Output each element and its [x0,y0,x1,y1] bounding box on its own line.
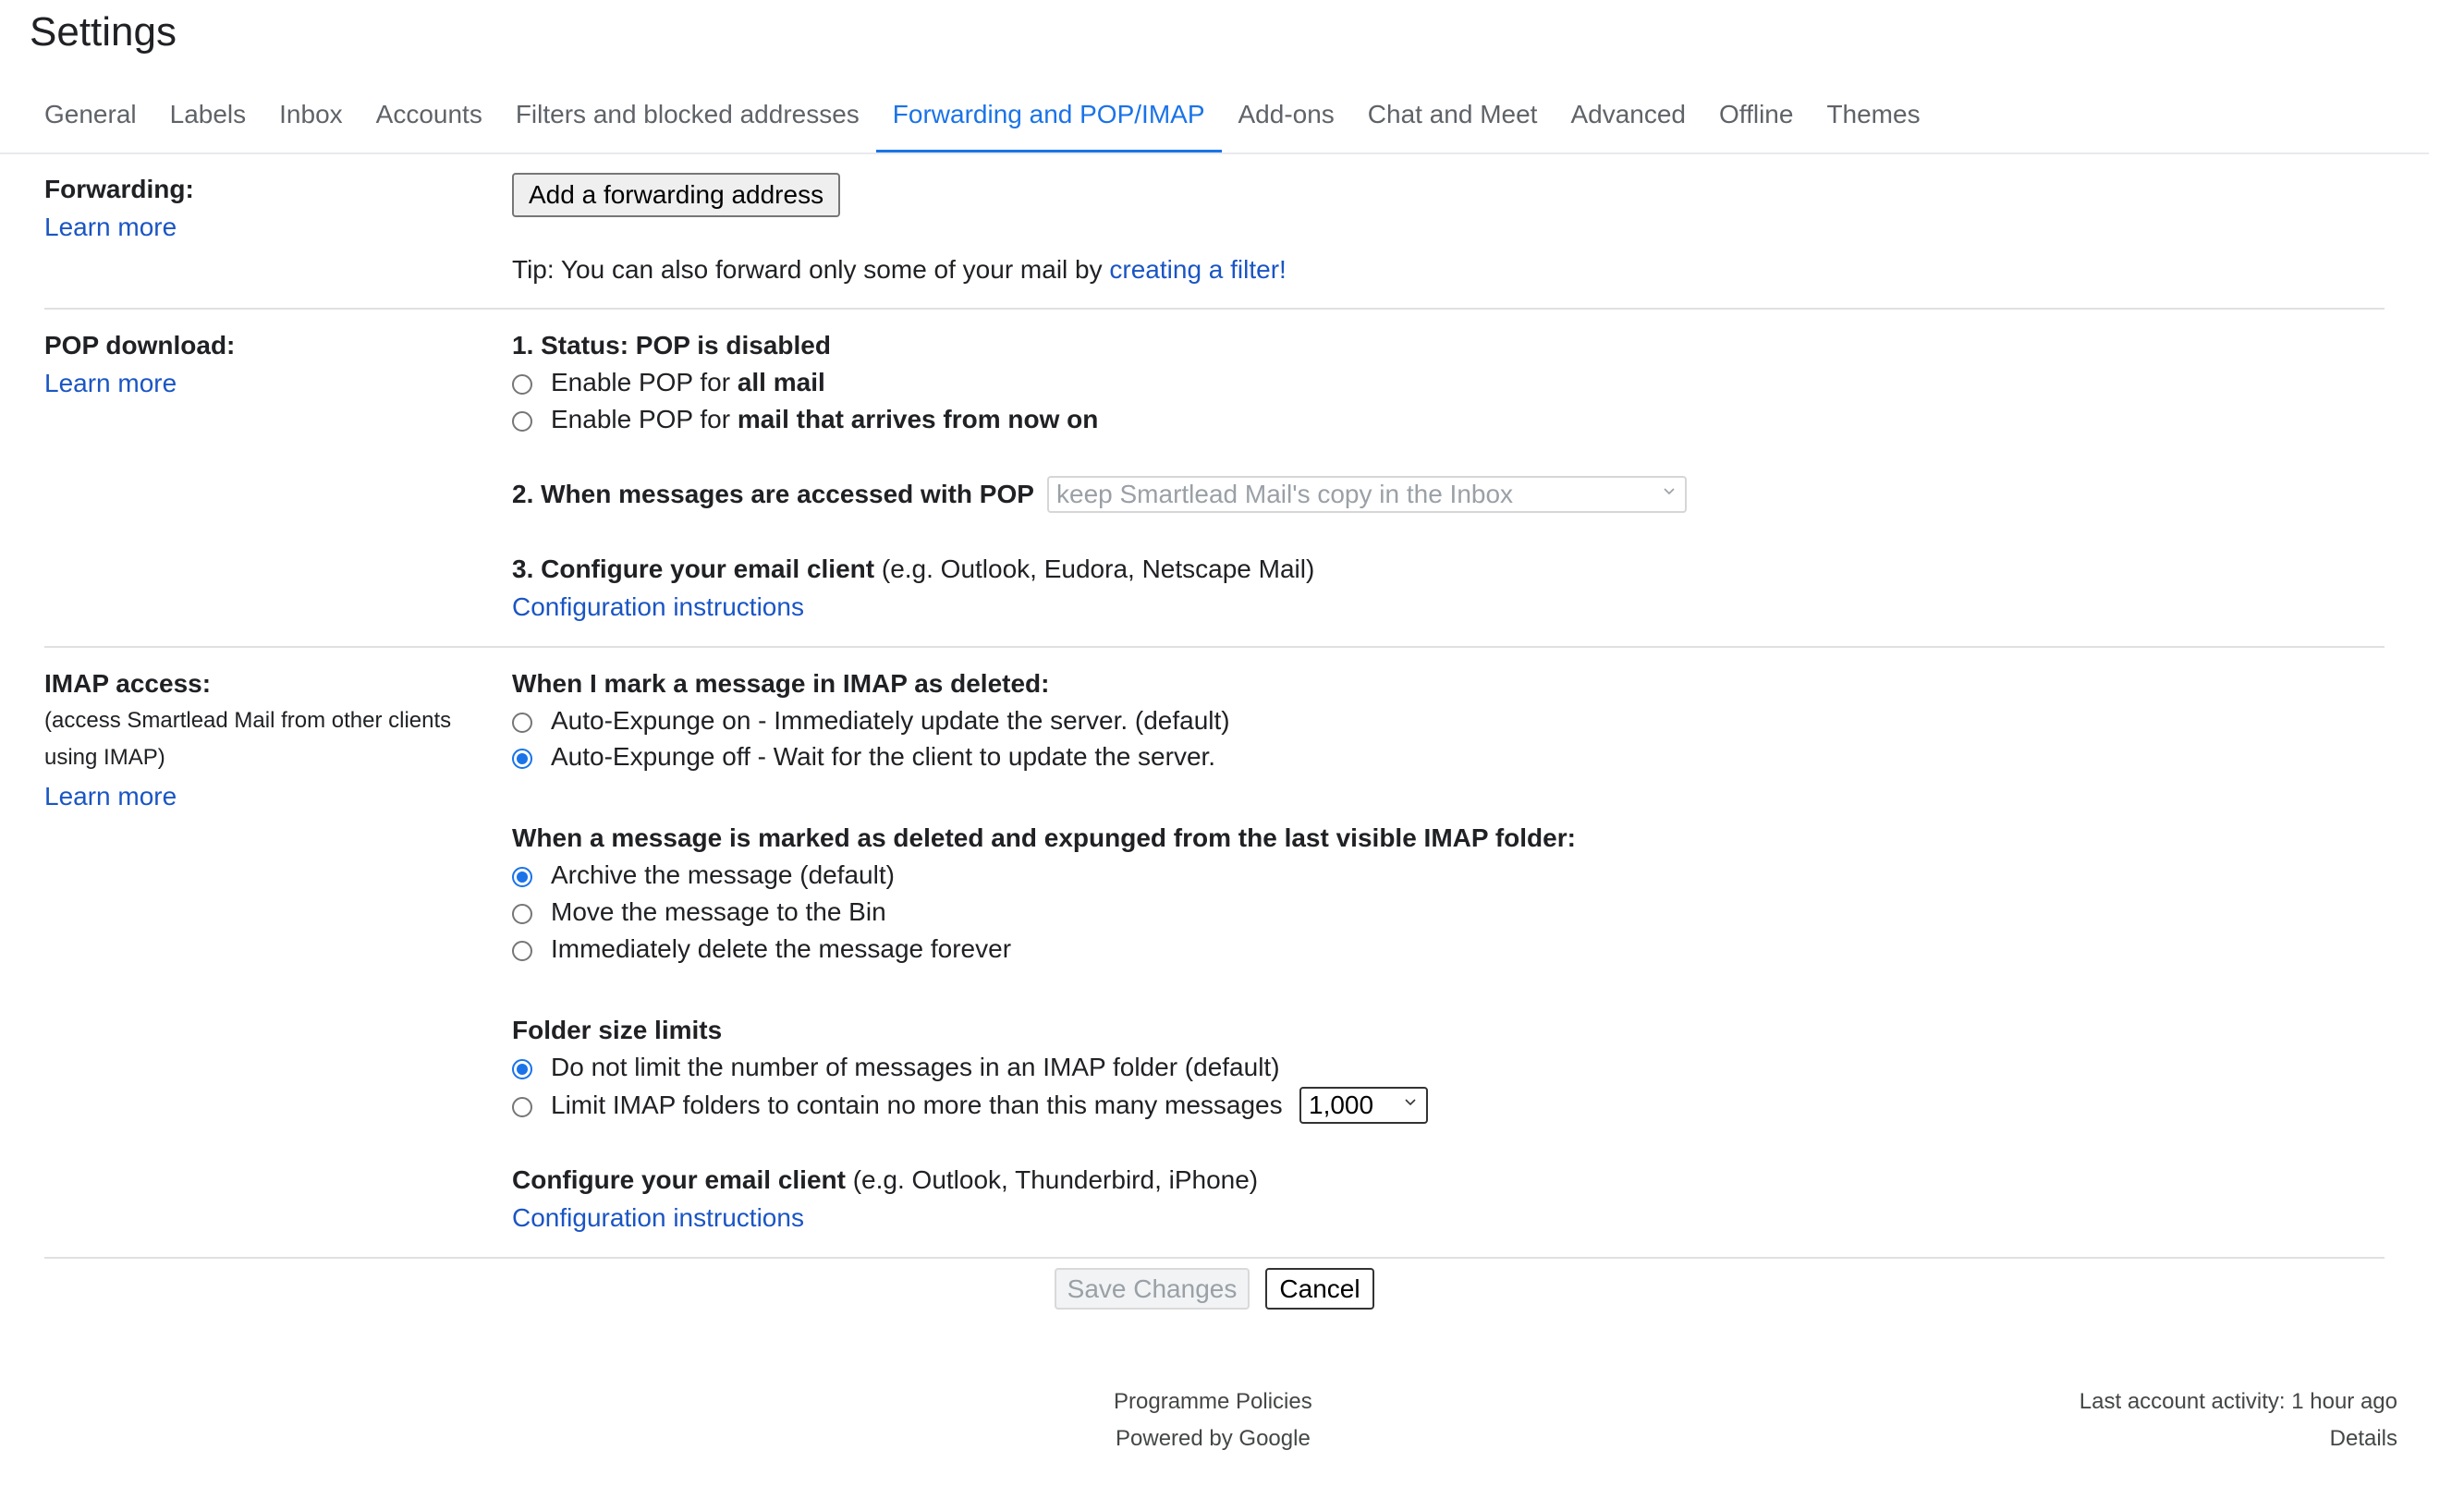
pop-from-now-radio[interactable] [512,411,532,432]
tab-add-ons[interactable]: Add-ons [1238,100,1335,128]
folder-limit-select[interactable] [1299,1087,1428,1124]
auto-expunge-off-radio[interactable] [512,749,532,769]
pop-access-select[interactable] [1047,476,1687,513]
cancel-button[interactable]: Cancel [1265,1268,1374,1310]
tab-accounts[interactable]: Accounts [375,100,482,128]
move-to-bin-label: Move the message to the Bin [551,897,886,926]
forwarding-learn-more-link[interactable]: Learn more [44,213,177,241]
pop-configure-bold: 3. Configure your email client [512,555,875,583]
programme-policies-link[interactable]: Programme Policies [1114,1389,1312,1414]
tab-advanced[interactable]: Advanced [1570,100,1687,128]
imap-configure-bold: Configure your email client [512,1165,846,1194]
forwarding-label: Forwarding: [44,175,194,203]
forwarding-tip-text: Tip: You can also forward only some of your mail by [512,255,1110,284]
no-limit-label: Do not limit the number of messages in an IMAP folder (default) [551,1053,1280,1081]
pop-from-now-label-bold: mail that arrives from now on [737,405,1099,433]
tab-inbox[interactable]: Inbox [279,100,343,128]
imap-deleted-heading: When I mark a message in IMAP as deleted: [512,669,1050,698]
pop-configure-client [512,555,1314,584]
auto-expunge-on-label: Auto-Expunge on - Immediately update the server. (default) [551,706,1230,735]
tab-general[interactable]: General [44,100,137,128]
add-forwarding-address-button[interactable]: Add a forwarding address [512,173,840,217]
actions-divider [44,1257,2385,1259]
pop-from-now-label-pre: Enable POP for [551,405,738,433]
activity-details-link[interactable]: Details [2329,1426,2397,1451]
folder-size-heading: Folder size limits [512,1016,723,1044]
tab-labels[interactable]: Labels [169,100,247,128]
pop-all-mail-label-bold: all mail [737,368,825,396]
forwarding-tip [512,255,1287,285]
imap-configure-rest: (e.g. Outlook, Thunderbird, iPhone) [845,1165,1259,1194]
pop-access-select-value: keep Smartlead Mail's copy in the Inbox [1056,480,1514,508]
imap-sublabel: (access Smartlead Mail from other clients using IMAP) [44,708,452,770]
save-changes-button[interactable]: Save Changes [1055,1268,1250,1310]
tab-chat-meet[interactable]: Chat and Meet [1367,100,1538,128]
pop-all-mail-label [551,368,825,397]
imap-label: IMAP access: [44,669,212,698]
chevron-down-icon [1404,1096,1417,1109]
imap-expunged-heading: When a message is marked as deleted and expunged from the last visible IMAP folder: [512,823,1576,852]
auto-expunge-on-radio[interactable] [512,713,532,733]
imap-config-instructions-link[interactable]: Configuration instructions [512,1203,804,1232]
imap-configure-client [512,1165,1258,1195]
pop-all-mail-radio[interactable] [512,374,532,395]
pop-configure-rest: (e.g. Outlook, Eudora, Netscape Mail) [874,555,1315,583]
auto-expunge-off-label: Auto-Expunge off - Wait for the client to update the server. [551,742,1216,771]
pop-all-mail-label-pre: Enable POP for [551,368,738,396]
forwarding-section [44,154,2385,310]
folder-limit-select-value: 1,000 [1309,1091,1374,1119]
no-limit-radio[interactable] [512,1059,532,1079]
pop-label: POP download: [44,331,236,360]
pop-from-now-label [551,405,1098,434]
archive-message-label: Archive the message (default) [551,860,895,889]
tab-offline[interactable]: Offline [1719,100,1794,128]
settings-tabs [28,92,1937,153]
pop-learn-more-link[interactable]: Learn more [44,369,177,397]
pop-config-instructions-link[interactable]: Configuration instructions [512,592,804,621]
limit-folders-radio[interactable] [512,1097,532,1117]
tab-filters[interactable]: Filters and blocked addresses [515,100,860,128]
move-to-bin-radio[interactable] [512,904,532,924]
tab-themes[interactable]: Themes [1826,100,1921,128]
last-account-activity: Last account activity: 1 hour ago [2079,1389,2397,1414]
powered-by-google: Powered by Google [1116,1426,1311,1451]
tab-forwarding-pop-imap[interactable]: Forwarding and POP/IMAP [876,92,1222,153]
pop-access-label: 2. When messages are accessed with POP [512,480,1034,508]
archive-message-radio[interactable] [512,867,532,887]
pop-status: 1. Status: POP is disabled [512,331,831,360]
delete-forever-radio[interactable] [512,941,532,961]
chevron-down-icon [1663,485,1676,498]
imap-learn-more-link[interactable]: Learn more [44,782,177,810]
limit-folders-label: Limit IMAP folders to contain no more than this many messages [551,1091,1283,1119]
delete-forever-label: Immediately delete the message forever [551,934,1012,963]
creating-filter-link[interactable]: creating a filter! [1109,255,1287,284]
page-title: Settings [30,9,177,55]
